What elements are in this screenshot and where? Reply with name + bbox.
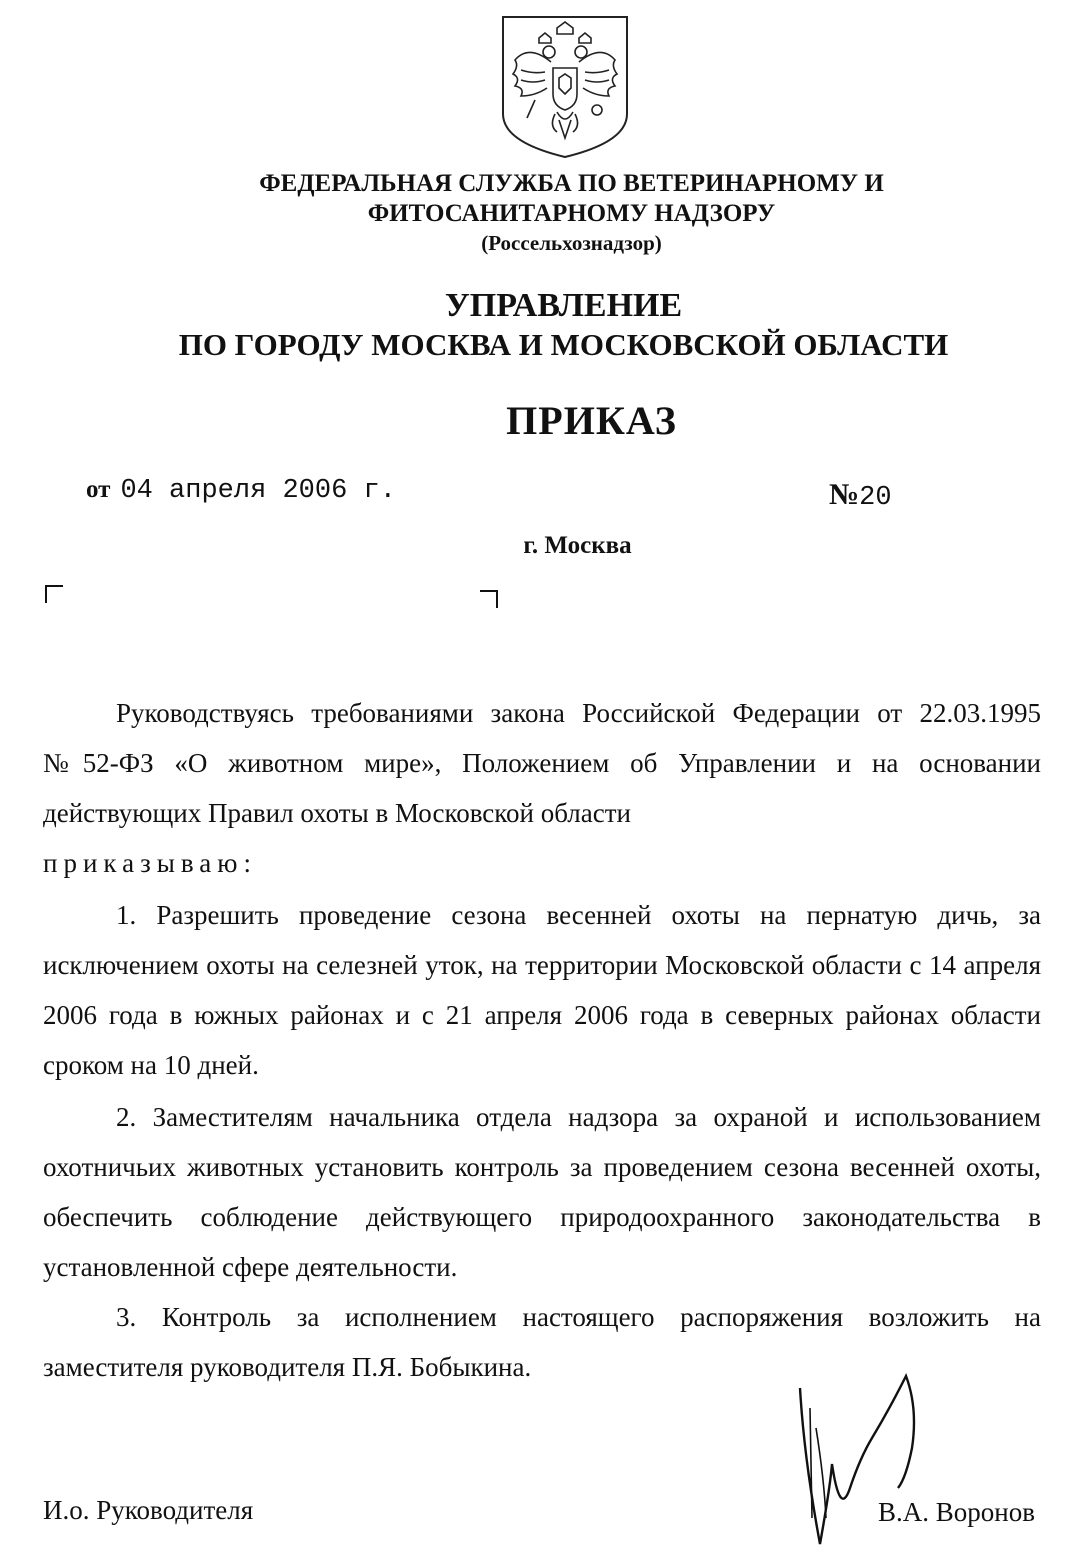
- document-date: [86, 476, 396, 506]
- document-city: г. Москва: [523, 532, 632, 559]
- org-name-line2: ФИТОСАНИТАРНОМУ НАДЗОРУ: [367, 200, 776, 227]
- order-word: приказываю:: [43, 848, 257, 878]
- order-item-2-text: 2. Заместителям начальника отдела надзора за охраной и использованием охотничьих животных установить контроль за проведением сезона весенней охоты, обеспечить соблюдение действующего природоохранного законодательства в установленной сфере деятельности.: [43, 1102, 1041, 1282]
- date-value: 04 апреля 2006 г.: [120, 476, 396, 506]
- preamble-paragraph: [43, 688, 1041, 888]
- field-corner-right: [480, 590, 498, 608]
- number-sign: №: [829, 478, 860, 511]
- date-prefix: от: [86, 476, 111, 503]
- order-item-3-text: 3. Контроль за исполнением настоящего распоряжения возложить на заместителя руководителя П.Я. Бобыкина.: [43, 1302, 1041, 1382]
- signatory-name: В.А. Воронов: [878, 1497, 1035, 1527]
- signatory-position: И.о. Руководителя: [43, 1495, 254, 1525]
- order-item-1: [43, 890, 1041, 1090]
- department-subtitle: ПО ГОРОДУ МОСКВА И МОСКОВСКОЙ ОБЛАСТИ: [178, 327, 949, 362]
- document-type-title: ПРИКАЗ: [506, 398, 677, 443]
- preamble-text: Руководствуясь требованиями закона Российской Федерации от 22.03.1995 №52-ФЗ «О животном мире», Положением об Управлении и на основании действующих Правил охоты в Московской области: [43, 698, 1041, 828]
- handwritten-signature: [790, 1368, 930, 1558]
- preamble-block: [43, 688, 1041, 888]
- order-item-1-text: 1. Разрешить проведение сезона весенней охоты на пернатую дичь, за исключением охоты на селезней уток, на территории Московской области с 14 апреля 2006 года в южных районах и с 21 апреля 2006 года в северных районах области сроком на 10 дней.: [43, 900, 1041, 1080]
- org-short-name: (Россельхознадзор): [481, 231, 662, 255]
- number-value: 20: [859, 483, 892, 513]
- document-number: [829, 478, 892, 513]
- order-item-2: [43, 1092, 1041, 1292]
- field-corner-left: [45, 585, 63, 603]
- org-name-line1: ФЕДЕРАЛЬНАЯ СЛУЖБА ПО ВЕТЕРИНАРНОМУ И: [259, 170, 884, 197]
- department-title: УПРАВЛЕНИЕ: [444, 287, 683, 324]
- coat-of-arms-emblem: [499, 14, 631, 160]
